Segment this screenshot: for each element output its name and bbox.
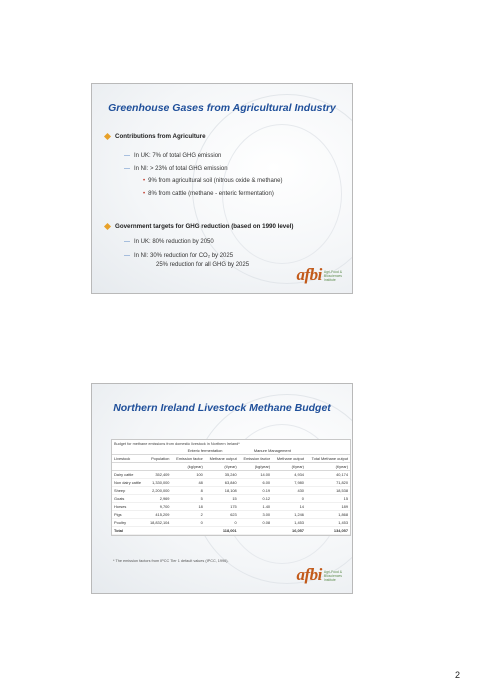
bullet-text: Contributions from Agriculture bbox=[115, 133, 206, 140]
sub-text: In UK: 7% of total GHG emission bbox=[134, 153, 222, 159]
total-cell bbox=[146, 527, 172, 535]
sub-uk-contribution bbox=[124, 153, 221, 159]
sub-text: In UK: 80% reduction by 2050 bbox=[134, 239, 214, 245]
subsub-text: 9% from agricultural soil (nitrous oxide & methane) bbox=[148, 178, 283, 184]
table-cell: 1.40 bbox=[239, 503, 272, 511]
table-cell: 18,538 bbox=[306, 487, 350, 495]
table-cell: 40,174 bbox=[306, 471, 350, 479]
table-cell: 8 bbox=[171, 487, 204, 495]
dot-bullet-icon: • bbox=[143, 178, 146, 184]
total-cell: Total bbox=[112, 527, 146, 535]
group-manure: Manure Management bbox=[239, 447, 306, 455]
table-cell: 14 bbox=[272, 503, 306, 511]
logo-caption: Agri-Food & Biosciences Institute bbox=[323, 270, 342, 282]
methane-budget-table bbox=[112, 447, 350, 535]
table-cell: 48 bbox=[171, 479, 204, 487]
table-row bbox=[112, 511, 350, 519]
group-enteric: Enteric fermentation bbox=[171, 447, 238, 455]
table-cell: Sheep bbox=[112, 487, 146, 495]
table-cell: 14.00 bbox=[239, 471, 272, 479]
table-cell: 0.19 bbox=[239, 487, 272, 495]
dot-bullet-icon: • bbox=[143, 191, 146, 197]
header-cell: Emission factor bbox=[171, 455, 204, 463]
afbi-logo bbox=[297, 265, 342, 285]
slide-greenhouse-gases bbox=[91, 83, 353, 294]
table-cell: 100 bbox=[171, 471, 204, 479]
header-cell: Total Methane output bbox=[306, 455, 350, 463]
page-number: 2 bbox=[455, 670, 461, 680]
diamond-bullet-icon bbox=[104, 133, 111, 140]
table-cell: 3.00 bbox=[239, 511, 272, 519]
table-cell: 415,209 bbox=[146, 511, 172, 519]
table-cell: 2,969 bbox=[146, 495, 172, 503]
total-cell: 118,001 bbox=[205, 527, 239, 535]
table-row bbox=[112, 519, 350, 527]
table-cell: Pigs bbox=[112, 511, 146, 519]
table-cell: Horses bbox=[112, 503, 146, 511]
bullet-text: Government targets for GHG reduction (based on 1990 level) bbox=[115, 223, 294, 230]
table-cell: 71,820 bbox=[306, 479, 350, 487]
table-cell: 1,453 bbox=[272, 519, 306, 527]
unit-cell bbox=[146, 463, 172, 471]
unit-cell: (t/year) bbox=[205, 463, 239, 471]
table-cell: 0 bbox=[171, 519, 204, 527]
subsub-text: 8% from cattle (methane - enteric fermentation) bbox=[148, 191, 274, 197]
table-footnote: * The emission factors from IPCC Tier 1 default values (IPCC, 1996). bbox=[113, 559, 229, 563]
table-cell: 0.12 bbox=[239, 495, 272, 503]
table-cell: 4,934 bbox=[272, 471, 306, 479]
diamond-bullet-icon bbox=[104, 223, 111, 230]
table-cell: 5 bbox=[171, 495, 204, 503]
table-cell: 175 bbox=[205, 503, 239, 511]
table-cell: 18,832,104 bbox=[146, 519, 172, 527]
table-cell: 1,868 bbox=[306, 511, 350, 519]
bullet-contributions bbox=[105, 133, 206, 140]
table-caption: Budget for methane emissions from domestic livestock in Northern Ireland* bbox=[114, 442, 240, 446]
table-group-header bbox=[112, 447, 350, 455]
table-cell: 0 bbox=[272, 495, 306, 503]
table-cell: 0 bbox=[205, 519, 239, 527]
sub-text: In NI: > 23% of total GHG emission bbox=[134, 166, 228, 172]
sub-ni-target-line2: 25% reduction for all GHG by 2025 bbox=[156, 262, 250, 268]
total-cell: 16,057 bbox=[272, 527, 306, 535]
header-cell: Methane output bbox=[205, 455, 239, 463]
header-cell: Methane output bbox=[272, 455, 306, 463]
unit-cell: (t/year) bbox=[272, 463, 306, 471]
subsub-soil bbox=[143, 178, 283, 184]
sub-ni-contribution bbox=[124, 166, 228, 172]
logo-mark: afbi bbox=[296, 565, 322, 584]
logo-caption: Agri-Food & Biosciences Institute bbox=[323, 570, 342, 582]
table-row bbox=[112, 471, 350, 479]
table-cell: 1,246 bbox=[272, 511, 306, 519]
table-cell: Goats bbox=[112, 495, 146, 503]
table-total-row bbox=[112, 527, 350, 535]
table-cell: 18 bbox=[171, 503, 204, 511]
header-cell: Emission factor bbox=[239, 455, 272, 463]
table-cell: 352,409 bbox=[146, 471, 172, 479]
total-cell bbox=[171, 527, 204, 535]
header-cell: Livestock bbox=[112, 455, 146, 463]
dash-icon: — bbox=[124, 153, 130, 159]
sub-text: In NI: 30% reduction for CO₂ by 2025 bbox=[134, 253, 234, 259]
table-cell: 0.08 bbox=[239, 519, 272, 527]
slide-title: Greenhouse Gases from Agricultural Industry bbox=[108, 102, 336, 114]
table-row bbox=[112, 487, 350, 495]
subsub-cattle bbox=[143, 191, 274, 197]
table-cell: 15 bbox=[205, 495, 239, 503]
table-cell: 2,200,000 bbox=[146, 487, 172, 495]
dash-icon: — bbox=[124, 253, 130, 259]
unit-cell: (kg/year) bbox=[239, 463, 272, 471]
table-cell: Non dairy cattle bbox=[112, 479, 146, 487]
table-cell: 2 bbox=[171, 511, 204, 519]
table-cell: 18,108 bbox=[205, 487, 239, 495]
table-cell: 430 bbox=[272, 487, 306, 495]
afbi-logo bbox=[297, 565, 342, 585]
table-cell: 6.00 bbox=[239, 479, 272, 487]
logo-mark: afbi bbox=[296, 265, 322, 284]
sub-uk-target bbox=[124, 239, 214, 245]
table-cell: 7,980 bbox=[272, 479, 306, 487]
dash-icon: — bbox=[124, 239, 130, 245]
slide-methane-budget bbox=[91, 383, 353, 594]
table-row bbox=[112, 503, 350, 511]
methane-budget-table-box bbox=[111, 439, 351, 536]
table-cell: 63,840 bbox=[205, 479, 239, 487]
unit-cell: (t/year) bbox=[306, 463, 350, 471]
table-row bbox=[112, 479, 350, 487]
table-header-row bbox=[112, 455, 350, 463]
table-cell: 1,453 bbox=[306, 519, 350, 527]
table-cell: Dairy cattle bbox=[112, 471, 146, 479]
header-cell: Population bbox=[146, 455, 172, 463]
table-cell: 189 bbox=[306, 503, 350, 511]
table-cell: 9,700 bbox=[146, 503, 172, 511]
unit-cell bbox=[112, 463, 146, 471]
table-units-row bbox=[112, 463, 350, 471]
total-cell bbox=[239, 527, 272, 535]
table-cell: Poultry bbox=[112, 519, 146, 527]
unit-cell: (kg/year) bbox=[171, 463, 204, 471]
slide-title: Northern Ireland Livestock Methane Budget bbox=[113, 402, 331, 414]
table-row bbox=[112, 495, 350, 503]
total-cell: 134,057 bbox=[306, 527, 350, 535]
dash-icon: — bbox=[124, 166, 130, 172]
table-cell: 623 bbox=[205, 511, 239, 519]
table-cell: 35,240 bbox=[205, 471, 239, 479]
table-cell: 15 bbox=[306, 495, 350, 503]
sub-ni-target bbox=[124, 253, 233, 259]
bullet-targets bbox=[105, 223, 293, 230]
table-body bbox=[112, 471, 350, 527]
table-cell: 1,330,000 bbox=[146, 479, 172, 487]
